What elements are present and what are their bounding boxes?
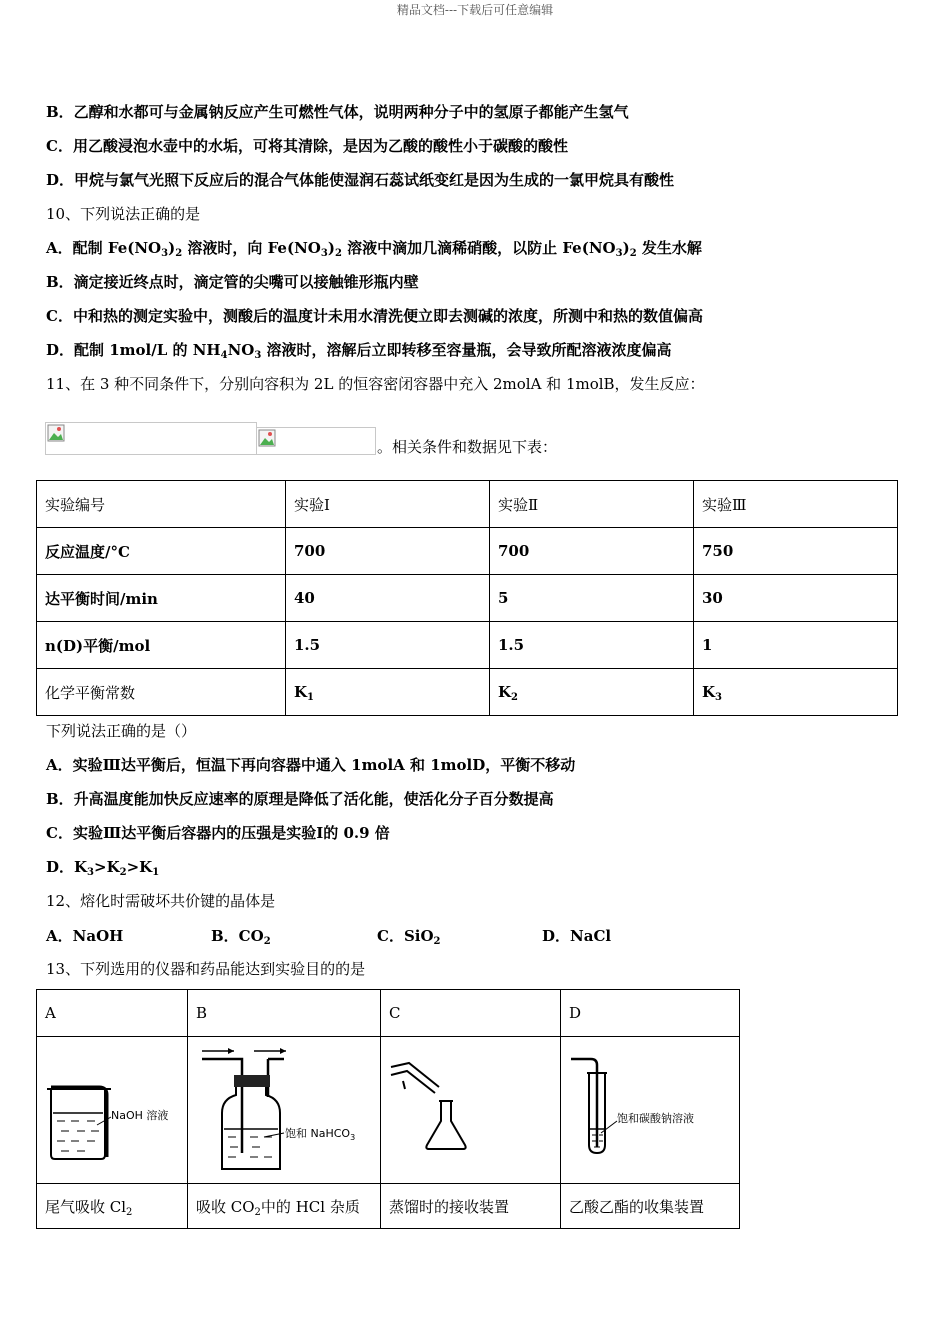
q10-stem: 10、下列说法正确的是 — [46, 205, 201, 223]
table-cell: 实验编号 — [37, 481, 286, 528]
q11-option-a: A．实验Ⅲ达平衡后，恒温下再向容器中通入 1molA 和 1molD，平衡不移动 — [46, 756, 576, 774]
q12-option-d: D．NaCl — [542, 927, 612, 945]
q10-option-d: D．配制 1mol/L 的 $NH_4NO_3$ 溶液时，溶解后立即转移至容量瓶，会导致所配溶液浓度偏高 — [46, 341, 672, 361]
apparatus-d-cell — [561, 1037, 740, 1184]
table-cell: $K_3$ — [694, 669, 898, 716]
table-row — [37, 622, 898, 669]
caption-row — [37, 1184, 740, 1229]
table-cell: 实验Ⅱ — [490, 481, 694, 528]
q12-option-c: C．SiO$_2$ — [377, 927, 441, 947]
beaker-apparatus-illustration — [37, 1037, 187, 1183]
q12-option-b: B．$CO_2$ — [211, 927, 271, 947]
q11-stem: 11、在 3 种不同条件下，分别向容积为 2L 的恒容密闭容器中充入 2molA 和 1molB，发生反应： — [46, 375, 705, 393]
table-cell: 5 — [490, 575, 694, 622]
table-cell: 化学平衡常数 — [37, 669, 286, 716]
table-cell: 实验Ⅲ — [694, 481, 898, 528]
table-cell: 反应温度/°C — [37, 528, 286, 575]
sodium-carbonate-label: 饱和碳酸钠溶液 — [617, 1112, 694, 1125]
table-cell: 700 — [490, 528, 694, 575]
q10-option-b: B．滴定接近终点时，滴定管的尖嘴可以接触锥形瓶内壁 — [46, 273, 419, 291]
table-row — [37, 528, 898, 575]
receiving-flask-illustration — [381, 1037, 560, 1183]
table-cell: 750 — [694, 528, 898, 575]
q13-stem: 13、下列选用的仪器和药品能达到实验目的的是 — [46, 960, 366, 978]
page-header: 精品文档---下载后可任意编辑 — [396, 3, 554, 17]
table-row — [37, 575, 898, 622]
table-row — [37, 669, 898, 716]
table-cell: 实验Ⅰ — [286, 481, 490, 528]
q11-data-table — [36, 480, 898, 716]
table-cell: 1 — [694, 622, 898, 669]
table-cell: 吸收 $CO_2$中的 HCl 杂质 — [188, 1184, 381, 1229]
table-cell: 40 — [286, 575, 490, 622]
table-cell: $K_2$ — [490, 669, 694, 716]
table-cell: 1.5 — [286, 622, 490, 669]
table-cell: 尾气吸收 $Cl_2$ — [37, 1184, 188, 1229]
table-cell: 700 — [286, 528, 490, 575]
q9-option-c: C．用乙酸浸泡水壶中的水垢，可将其清除，是因为乙酸的酸性小于碳酸的酸性 — [46, 137, 568, 155]
nahco3-solution-label: 饱和 NaHCO$_3$ — [285, 1127, 356, 1142]
test-tube-apparatus-illustration — [561, 1037, 739, 1183]
table-cell: 达平衡时间/min — [37, 575, 286, 622]
q10-option-c: C．中和热的测定实验中，测酸后的温度计未用水清洗便立即去测碱的浓度，所测中和热的数值偏高 — [46, 307, 703, 325]
table-cell: D — [561, 990, 740, 1037]
q11-option-b: B．升高温度能加快反应速率的原理是降低了活化能，使活化分子百分数提高 — [46, 790, 554, 808]
table-header-row — [37, 481, 898, 528]
equation-image-placeholder — [45, 422, 257, 455]
apparatus-row — [37, 1037, 740, 1184]
q11-option-d: D．$K_3>K_2>K_1$ — [46, 858, 160, 878]
table-cell: C — [381, 990, 561, 1037]
equation-image-placeholder-2 — [256, 427, 376, 455]
table-cell: A — [37, 990, 188, 1037]
table-cell: 蒸馏时的接收装置 — [381, 1184, 561, 1229]
apparatus-a-cell — [37, 1037, 188, 1184]
broken-image-icon — [258, 429, 276, 447]
table-cell: 1.5 — [490, 622, 694, 669]
table-cell: B — [188, 990, 381, 1037]
broken-image-icon — [47, 424, 65, 442]
q12-option-a: A．NaOH — [46, 927, 124, 945]
q9-option-b: B．乙醇和水都可与金属钠反应产生可燃性气体，说明两种分子中的氢原子都能产生氢气 — [46, 103, 629, 121]
q9-option-d: D．甲烷与氯气光照下反应后的混合气体能使湿润石蕊试纸变红是因为生成的一氯甲烷具有酸性 — [46, 171, 675, 189]
q12-stem: 12、熔化时需破坏共价键的晶体是 — [46, 892, 276, 910]
apparatus-c-cell — [381, 1037, 561, 1184]
table-cell: n(D)平衡/mol — [37, 622, 286, 669]
naoh-solution-label: NaOH 溶液 — [111, 1109, 169, 1122]
q10-option-a: A．配制 $Fe(NO_3)_2$ 溶液时，向 $Fe(NO_3)_2$ 溶液中滴加几滴稀硝酸，以防止 $Fe(NO_3)_2$ 发生水解 — [46, 239, 702, 259]
table-cell: $K_1$ — [286, 669, 490, 716]
q11-ask: 下列说法正确的是（） — [46, 722, 197, 740]
gas-washing-bottle-illustration — [188, 1037, 380, 1183]
table-header-row — [37, 990, 740, 1037]
table-cell: 30 — [694, 575, 898, 622]
q11-after-image-text: 。相关条件和数据见下表： — [377, 438, 558, 456]
table-cell: 乙酸乙酯的收集装置 — [561, 1184, 740, 1229]
apparatus-b-cell — [188, 1037, 381, 1184]
q11-option-c: C．实验Ⅲ达平衡后容器内的压强是实验Ⅰ的 0.9 倍 — [46, 824, 390, 842]
q13-apparatus-table — [36, 989, 740, 1229]
